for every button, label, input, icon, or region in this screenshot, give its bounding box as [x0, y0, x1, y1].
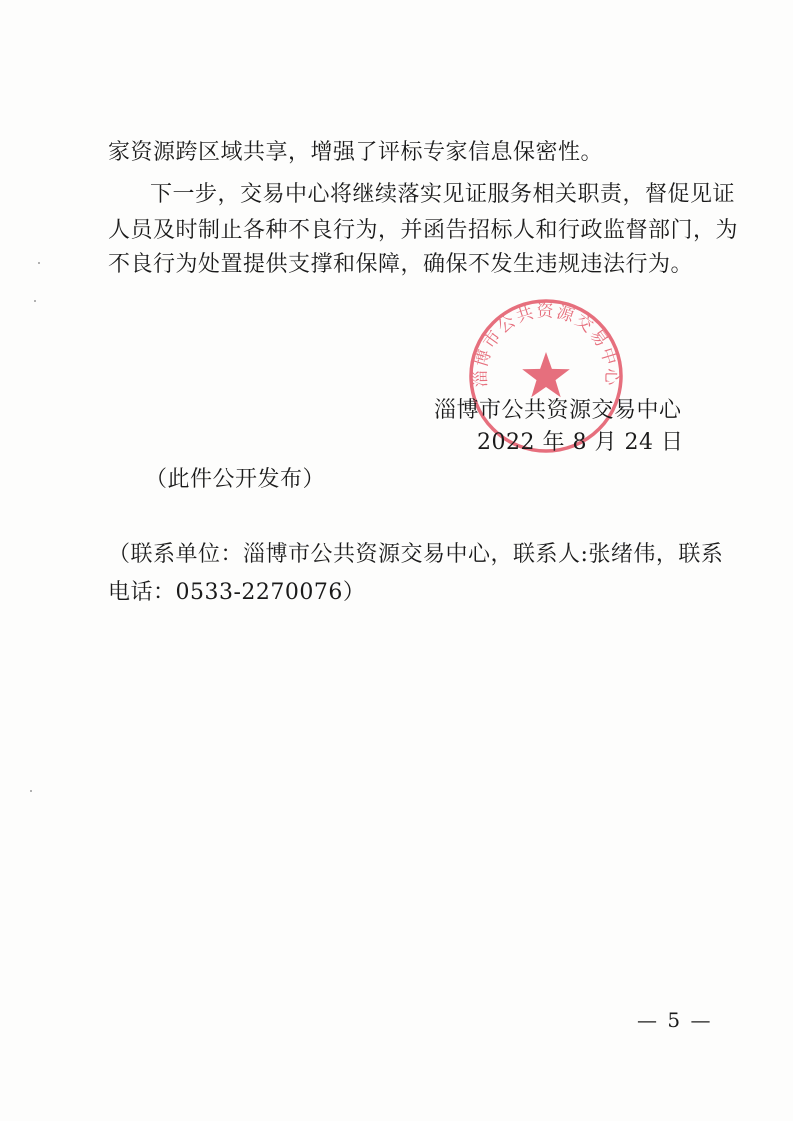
- page-number: — 5 —: [637, 1008, 713, 1032]
- signature-date: 2022 年 8 月 24 日: [477, 430, 684, 455]
- signature-organization: 淄博市公共资源交易中心: [434, 398, 682, 423]
- body-paragraph-line: 不良行为处置提供支撑和保障，确保不发生违规违法行为。: [108, 252, 694, 277]
- contact-info-line: 电话：0533-2270076）: [108, 580, 366, 605]
- scan-speck: [38, 262, 40, 264]
- body-paragraph-line: 人员及时制止各种不良行为，并函告招标人和行政监督部门，为: [108, 218, 739, 243]
- public-release-note: （此件公开发布）: [145, 467, 326, 492]
- seal-text: 淄博市公共资源交易中心: [470, 301, 622, 388]
- body-paragraph-line: 下一步，交易中心将继续落实见证服务相关职责，督促见证: [150, 182, 736, 207]
- seal-star-icon: [522, 352, 570, 397]
- body-paragraph-line: 家资源跨区域共享，增强了评标专家信息保密性。: [108, 140, 604, 165]
- scan-speck: [30, 790, 32, 792]
- contact-info-line: （联系单位：淄博市公共资源交易中心，联系人:张绪伟，联系: [108, 542, 724, 567]
- scan-speck: [34, 300, 36, 302]
